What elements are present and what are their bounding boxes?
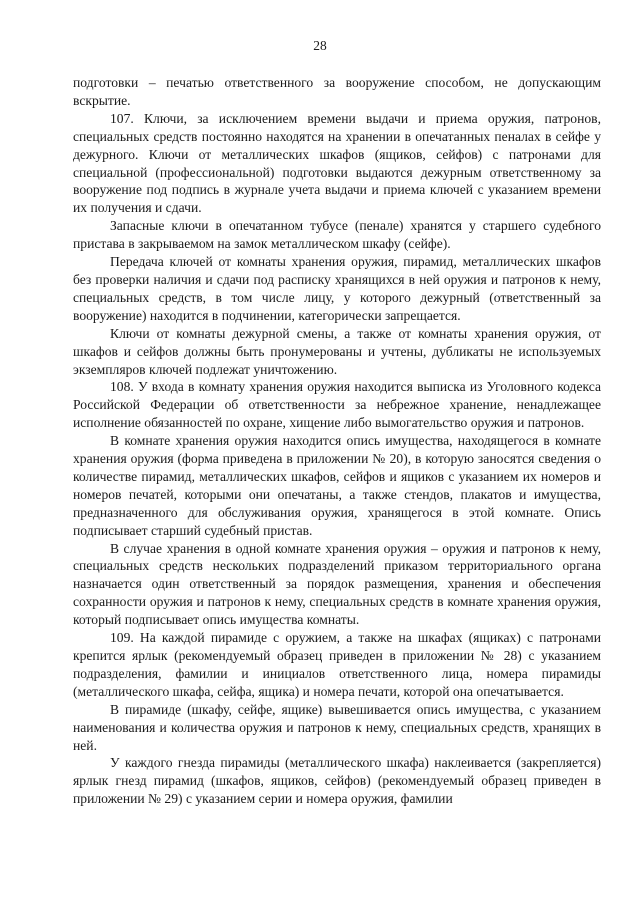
paragraph: 109. На каждой пирамиде с оружием, а также на шкафах (ящиках) с патронами крепится ярлык (рекомендуемый образец приведен в приложении № 28) с указанием подразделения, фамилии и инициалов ответственного лица, номера пирамиды (металлического шкафа, сейфа, ящика) и номера печати, которой она опечатывается. <box>73 630 601 699</box>
page-number: 28 <box>313 38 327 53</box>
paragraph: 108. У входа в комнату хранения оружия находится выписка из Уголовного кодекса Российской Федерации об ответственности за небрежное хранение, ненадлежащее исполнение обязанностей по охране, хищение либо вымогательство оружия и патронов. <box>73 379 601 431</box>
paragraph: В пирамиде (шкафу, сейфе, ящике) вывешивается опись имущества, с указанием наименования и количества оружия и патронов к нему, специальных средств, хранящих в ней. <box>73 701 601 753</box>
paragraph: В комнате хранения оружия находится опись имущества, находящегося в комнате хранения оружия (форма приведена в приложении № 20), в которую заносятся сведения о количестве пирамид, металлических шкафов, сейфов и ящиков с указанием их номеров и номеров печатей, которыми они опечатаны, а также стендов, плакатов и имущества, предназначенного для обслуживания оружия, хранящегося в этой комнате. Опись подписывает старший судебный пристав. <box>73 433 601 538</box>
paragraph: Передача ключей от комнаты хранения оружия, пирамид, металлических шкафов без проверки наличия и сдачи под расписку хранящихся в ней оружия и патронов к нему, специальных средств, в том числе лицу, у которого дежурный (ответственный за вооружение) находится в подчинении, категорически запрещается. <box>73 254 601 323</box>
paragraph: подготовки – печатью ответственного за вооружение способом, не допускающим вскрытие. <box>73 75 601 108</box>
paragraph: Ключи от комнаты дежурной смены, а также от комнаты хранения оружия, от шкафов и сейфов должны быть пронумерованы и учтены, дубликаты не используемых экземпляров ключей подлежат уничтожению. <box>73 325 601 377</box>
paragraph: В случае хранения в одной комнате хранения оружия – оружия и патронов к нему, специальных средств нескольких подразделений приказом территориального органа назначается один ответственный за порядок размещения, хранения и обеспечения сохранности оружия и патронов к нему, специальных средств в комнате хранения оружия, который подписывает опись имущества комнаты. <box>73 540 601 628</box>
paragraph: 107. Ключи, за исключением времени выдачи и приема оружия, патронов, специальных средств постоянно находятся на хранении в опечатанных пеналах в сейфе у дежурного. Ключи от металлических шкафов (ящиков, сейфов) с патронами для специальной (профессиональной) подготовки выдаются дежурным ответственному за вооружение под подпись в журнале учета выдачи и приема ключей с указанием времени их получения и сдачи. <box>73 110 601 216</box>
paragraph: У каждого гнезда пирамиды (металлического шкафа) наклеивается (закрепляется) ярлык гнезд пирамид (шкафов, ящиков, сейфов) (рекомендуемый образец приведен в приложении № 29) с указанием серии и номера оружия, фамилии <box>73 755 601 807</box>
document-body <box>73 74 601 808</box>
paragraph: Запасные ключи в опечатанном тубусе (пенале) хранятся у старшего судебного пристава в закрываемом на замок металлическом шкафу (сейфе). <box>73 218 601 252</box>
